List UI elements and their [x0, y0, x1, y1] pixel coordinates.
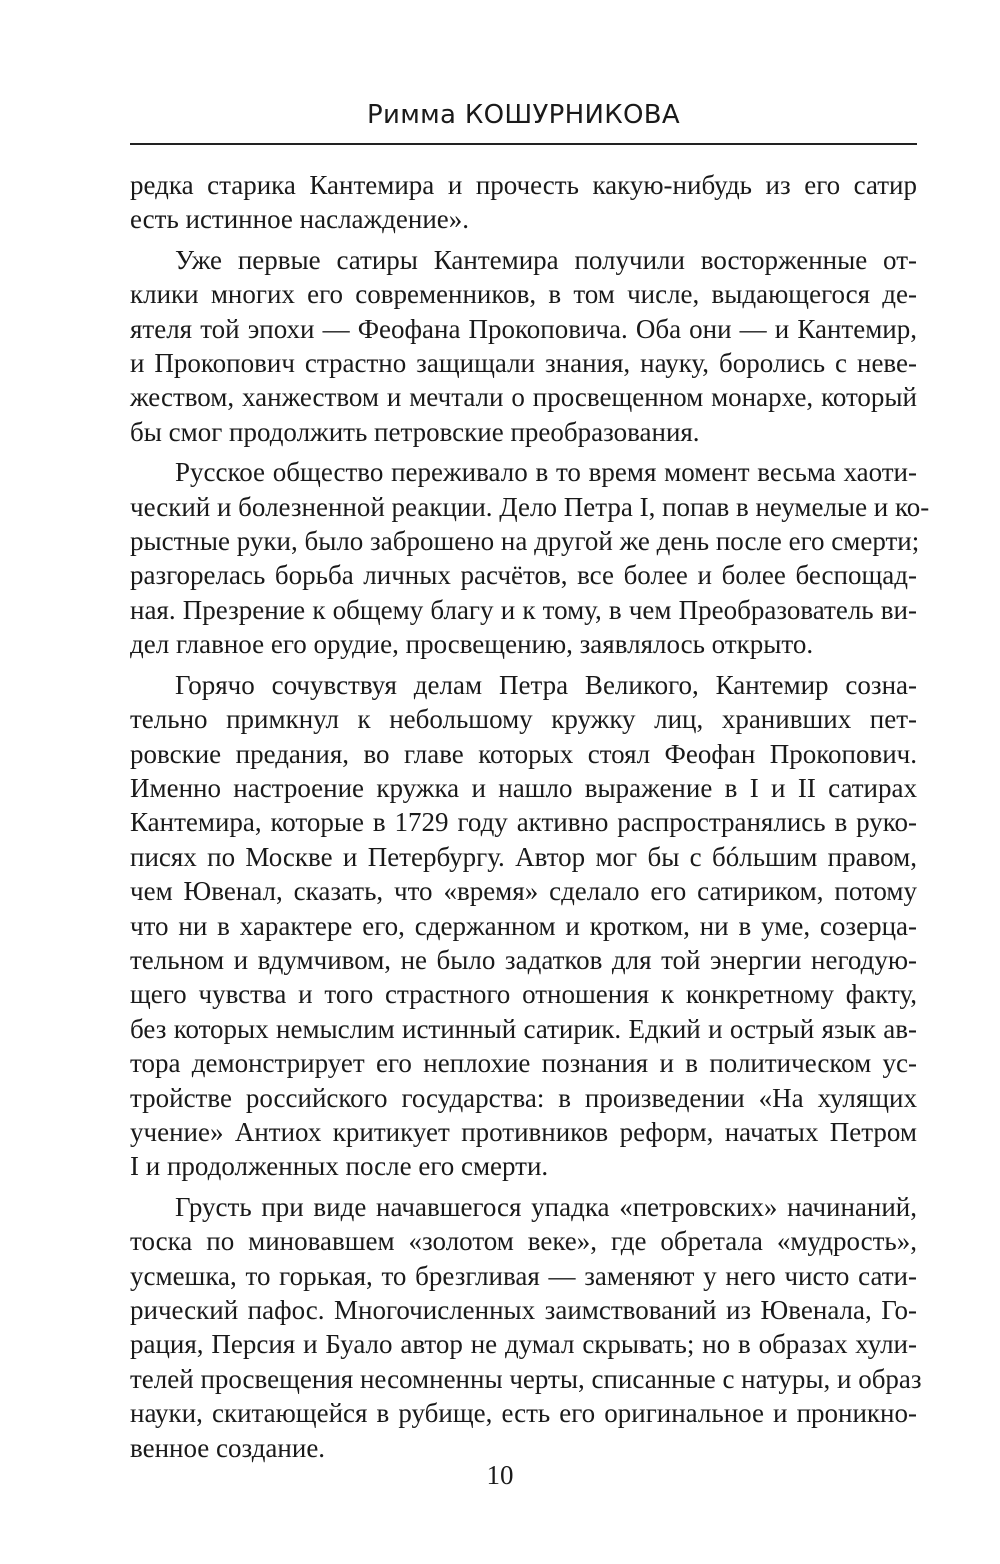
- text-line: тоска по миновавшем «золотом веке», где обретала «мудрость»,: [130, 1226, 917, 1257]
- text-line: тельном и вдумчивом, не было задатков для той энергии негодую-: [130, 944, 917, 975]
- text-line: Русское общество переживало в то время момент весьма хаоти-: [175, 457, 917, 488]
- text-line: щего чувства и того страстного отношения к конкретному факту,: [130, 979, 917, 1010]
- text-line: ческий и болезненной реакции. Дело Петра I, попав в неумелые и ко-: [130, 491, 930, 522]
- paragraph: [130, 668, 917, 1184]
- text-line: Горячо сочувствуя делам Петра Великого, Кантемир созна-: [175, 669, 917, 700]
- text-line: без которых немыслим истинный сатирик. Едкий и острый язык ав-: [130, 1013, 917, 1044]
- text-line: I и продолженных после его смерти.: [130, 1151, 549, 1182]
- text-line: бы смог продолжить петровские преобразования.: [130, 416, 700, 447]
- text-line: ная. Презрение к общему благу и к тому, в чем Преобразователь ви-: [130, 594, 917, 625]
- text-line: и Прокопович страстно защищали знания, науку, боролись с неве-: [130, 348, 917, 379]
- text-line: разгорелась борьба личных расчётов, все более и более беспощад-: [130, 560, 917, 591]
- text-line: ятеля той эпохи — Феофана Прокоповича. Оба они — и Кантемир,: [130, 313, 917, 344]
- text-line: Грусть при виде начавшегося упадка «петровских» начинаний,: [175, 1191, 917, 1222]
- text-line: рыстные руки, было заброшено на другой же день после его смерти;: [130, 526, 920, 557]
- text-line: рация, Персия и Буало автор не думал скрывать; но в образах хули-: [130, 1329, 917, 1360]
- text-line: науки, скитающейся в рубище, есть его оригинальное и проникно-: [130, 1398, 917, 1429]
- paragraph: [130, 168, 917, 237]
- text-line: учение» Антиох критикует противников реформ, начатых Петром: [130, 1116, 917, 1147]
- body-text: [130, 168, 930, 1471]
- text-line: Именно настроение кружка и нашло выражение в I и II сатирах: [130, 772, 917, 803]
- text-line: Кантемира, которые в 1729 году активно распространялись в руко-: [130, 807, 917, 838]
- text-line: дел главное его орудие, просвещению, заявлялось открыто.: [130, 629, 814, 660]
- text-line: есть истинное наслаждение».: [130, 204, 470, 235]
- page-number: 10: [486, 1460, 514, 1490]
- text-line: Уже первые сатиры Кантемира получили восторженные от-: [175, 244, 917, 275]
- text-line: тройстве российского государства: в произведении «На хулящих: [130, 1082, 917, 1113]
- text-line: венное создание.: [130, 1432, 326, 1463]
- header-rule: [130, 143, 917, 145]
- text-line: тора демонстрирует его неплохие познания и в политическом ус-: [130, 1048, 917, 1079]
- text-line: писях по Москве и Петербургу. Автор мог бы с бóльшим правом,: [130, 841, 917, 872]
- text-line: ровские предания, во главе которых стоял Феофан Прокопович.: [130, 738, 917, 769]
- text-line: чем Ювенал, сказать, что «время» сделало его сатириком, потому: [130, 876, 917, 907]
- text-line: жеством, ханжеством и мечтали о просвещенном монархе, который: [130, 382, 917, 413]
- running-head: Римма КОШУРНИКОВА: [367, 100, 680, 130]
- text-line: тельно примкнул к небольшому кружку лиц, хранивших пет-: [130, 704, 917, 735]
- text-line: клики многих его современников, в том числе, выдающегося де-: [130, 279, 917, 310]
- text-line: рический пафос. Многочисленных заимствований из Ювенала, Го-: [130, 1295, 917, 1325]
- text-line: что ни в характере его, сдержанном и кротком, ни в уме, созерца-: [130, 910, 917, 941]
- text-line: телей просвещения несомненны черты, списанные с натуры, и образ: [130, 1363, 922, 1394]
- text-line: усмешка, то горькая, то брезгливая — заменяют у него чисто сати-: [130, 1260, 917, 1291]
- text-line: редка старика Кантемира и прочесть какую-нибудь из его сатир: [130, 170, 917, 200]
- paragraph: [130, 1190, 922, 1465]
- paragraph: [130, 455, 930, 661]
- paragraph: [130, 243, 917, 449]
